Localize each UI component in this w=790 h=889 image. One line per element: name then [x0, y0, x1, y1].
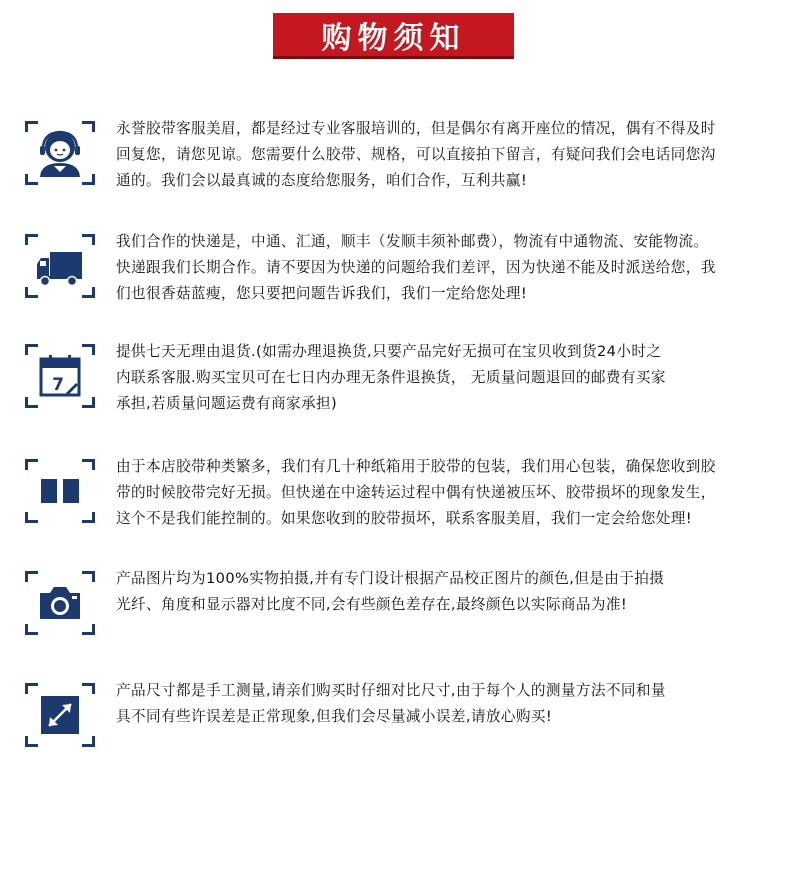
notice-text: 永誉胶带客服美眉，都是经过专业客服培训的，但是偶尔有离开座位的情况，偶有不得及时 回复您，请您见谅。您需要什么胶带、规格，可以直接拍下留言，有疑问我们会电话同您沟 通的。我们会以最真诚的态度给您服务，咱们合作，互利共赢!	[116, 120, 716, 189]
icon-frame	[25, 459, 95, 523]
page-title-banner	[273, 13, 514, 59]
icon-frame	[25, 683, 95, 747]
notice-text: 由于本店胶带种类繁多，我们有几十种纸箱用于胶带的包装，我们用心包装，确保您收到胶 带的时候胶带完好无损。但快递在中途转运过程中偶有快递被压坏、胶带损坏的现象发生， 这个不是我们能控制的。如果您收到的胶带损坏，联系客服美眉，我们一定会给您处理!	[116, 458, 716, 527]
notice-text: 产品尺寸都是手工测量,请亲们购买时仔细对比尺寸,由于每个人的测量方法不同和量 具不同有些许误差是正常现象,但我们会尽量减小误差,请放心购买!	[116, 682, 666, 725]
notice-text: 提供七天无理由退货.(如需办理退换货,只要产品完好无损可在宝贝收到货24小时之 内联系客服.购买宝贝可在七日内办理无条件退换货， 无质量问题退回的邮费有买家 承担,若质量问题运费有商家承担)	[116, 343, 666, 412]
notice-text: 产品图片均为100%实物拍摄,并有专门设计根据产品校正图片的颜色,但是由于拍摄 光纤、角度和显示器对比度不同,会有些颜色差存在,最终颜色以实际商品为准!	[116, 570, 665, 613]
calendar-7-days-icon	[34, 350, 86, 402]
camera-icon	[34, 577, 86, 629]
customer-service-icon	[34, 127, 86, 179]
notice-text: 我们合作的快递是，中通、汇通，顺丰（发顺丰须补邮费），物流有中通物流、安能物流。 快递跟我们长期合作。请不要因为快递的问题给我们差评，因为快递不能及时派送给您，我 们也很香菇蓝瘦，您只要把问题告诉我们，我们一定给您处理!	[116, 233, 716, 302]
icon-frame	[25, 234, 95, 298]
calendar-number: 7	[52, 375, 64, 395]
icon-frame	[25, 121, 95, 185]
package-box-icon	[34, 465, 86, 517]
icon-frame	[25, 344, 95, 408]
delivery-truck-icon	[34, 240, 86, 292]
page-title: 购物须知	[321, 20, 466, 56]
resize-arrow-icon	[34, 689, 86, 741]
icon-frame	[25, 571, 95, 635]
